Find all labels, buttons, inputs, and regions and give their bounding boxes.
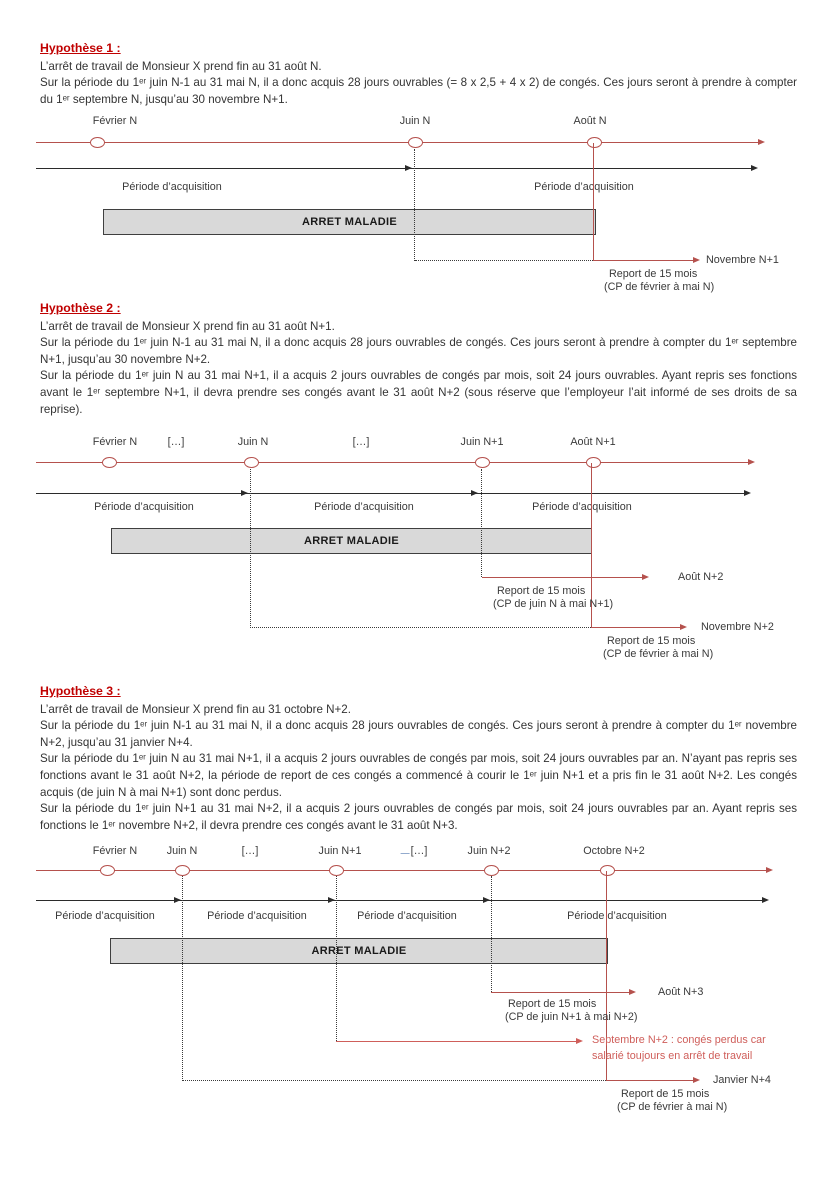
timeline-label-juin-n1: Juin N+1 [318,845,362,857]
dotted-connector-vertical [491,876,492,992]
report-arrowhead [629,989,636,995]
timeline-label-aout-n: Août N [573,115,607,127]
acquisition-arrow [36,900,762,901]
paragraph: L’arrêt de travail de Monsieur X prend fin au 31 août N. [40,59,322,73]
lost-leave-arrow [336,1041,576,1042]
milestone-circle [329,865,344,876]
acquisition-period-label: Période d’acquisition [94,501,194,513]
acquisition-period-label: Période d’acquisition [567,910,667,922]
acquisition-period-label: Période d’acquisition [55,910,155,922]
section-hypothese-3 [40,684,797,834]
timeline-label-ellipsis: […] [167,436,185,448]
timeline-label-ellipsis: […] [241,845,259,857]
report-arrowhead [680,624,687,630]
dotted-connector-vertical [414,149,415,261]
report-arrow [592,627,680,628]
timeline-label-juin-n: Juin N [237,436,269,448]
sick-leave-box [111,528,592,554]
report-note-line2: (CP de juin N à mai N+1) [493,598,614,610]
paragraph: Sur la période du 1ᵉʳ juin N-1 au 31 mai N, il a donc acquis 28 jours ouvrables de congés. Ces jours seront à prendre à compter du 1ᵉʳ novembre N+2, jusqu’au 31 janvier N+4. [40,719,797,749]
milestone-circle [90,137,105,148]
report-arrow [491,992,629,993]
report-note-line1: Report de 15 mois [609,268,698,280]
acquisition-period-label: Période d’acquisition [534,181,634,193]
acquisition-arrowhead [328,897,335,903]
paragraph: Sur la période du 1ᵉʳ juin N+1 au 31 mai N+2, il a acquis 2 jours ouvrables de congés par mois, soit 24 jours ouvrables par an. Ayant repris ses fonctions le 1ᵉʳ novembre N+2, il devra prendre ces congés avant le 31 août N+3. [40,802,797,832]
acquisition-arrowhead [744,490,751,496]
timeline-arrowhead [748,459,755,465]
paragraph: Sur la période du 1ᵉʳ juin N-1 au 31 mai N, il a donc acquis 28 jours ouvrables (= 8 x 2,5 + 4 x 2) de congés. Ces jours seront à prendre à compter du 1ᵉʳ septembre N, jusqu’au 30 novembre N+1. [40,76,797,106]
timeline-label-aout-n1: Août N+1 [570,436,616,448]
acquisition-arrowhead [762,897,769,903]
section-hypothese-2 [40,301,797,418]
lost-leave-label-line1: Septembre N+2 : congés perdus car [592,1034,766,1046]
timeline-line [36,870,766,871]
timeline-label-ellipsis: […] [352,436,370,448]
acquisition-arrowhead [174,897,181,903]
milestone-circle [484,865,499,876]
acquisition-period-label: Période d’acquisition [314,501,414,513]
dotted-connector-vertical [481,469,482,577]
heading-hypothese-2: Hypothèse 2 : [40,301,121,315]
dotted-connector-horizontal [182,1080,606,1081]
timeline-line [36,142,758,143]
acquisition-arrow [36,168,751,169]
dotted-connector-horizontal [250,627,591,628]
report-arrowhead [693,1077,700,1083]
acquisition-arrowhead [751,165,758,171]
acquisition-arrowhead [483,897,490,903]
milestone-circle [475,457,490,468]
milestone-circle [102,457,117,468]
report-note-line1: Report de 15 mois [621,1088,710,1100]
lost-leave-label-line2: salarié toujours en arrêt de travail [592,1050,753,1062]
timeline-label-juin-n: Juin N [166,845,198,857]
lost-leave-arrowhead [576,1038,583,1044]
section-hypothese-1 [40,41,797,108]
timeline-arrowhead [758,139,765,145]
acquisition-arrowhead [471,490,478,496]
dotted-connector-vertical [182,876,183,1081]
paragraph: Sur la période du 1ᵉʳ juin N-1 au 31 mai N, il a donc acquis 28 jours ouvrables de congés. Ces jours seront à prendre à compter du 1ᵉʳ septembre N+1, jusqu’au 30 novembre N+2. [40,336,797,366]
acquisition-arrowhead [241,490,248,496]
sick-leave-box [103,209,596,235]
endpoint-label-janvier-n4: Janvier N+4 [713,1074,771,1086]
report-arrow [482,577,642,578]
timeline-label-fevrier-n: Février N [92,845,138,857]
timeline-label-juin-n1: Juin N+1 [460,436,504,448]
report-note-line1: Report de 15 mois [508,998,597,1010]
report-note-line2: (CP de juin N+1 à mai N+2) [505,1011,638,1023]
timeline-label-juin-n: Juin N [399,115,431,127]
sick-leave-box [110,938,608,964]
acquisition-period-label: Période d’acquisition [122,181,222,193]
heading-hypothese-3: Hypothèse 3 : [40,684,121,698]
sick-leave-label: ARRET MALADIE [304,535,399,547]
sick-leave-label: ARRET MALADIE [311,945,407,957]
timeline-label-fevrier-n: Février N [92,115,138,127]
timeline-arrowhead [766,867,773,873]
endpoint-label-aout-n3: Août N+3 [658,986,704,998]
acquisition-period-label: Période d’acquisition [532,501,632,513]
paragraph: Sur la période du 1ᵉʳ juin N au 31 mai N+1, il a acquis 2 jours ouvrables de congés par mois, soit 24 jours ouvrables par an. N’ayant pas repris ses fonctions avant le 31 août N+2, la période de report de ces congés a commencé à courir le 1ᵉʳ juin N+1 et a pris fin le 31 août N+2. Les congés acquis (de juin N à mai N+1) sont donc perdus. [40,752,797,799]
timeline-label-fevrier-n: Février N [92,436,138,448]
acquisition-period-label: Période d’acquisition [207,910,307,922]
report-note-line1: Report de 15 mois [497,585,586,597]
sick-leave-label: ARRET MALADIE [302,216,397,228]
field-underline-artifact [401,846,410,854]
report-line-vertical [593,143,594,261]
report-note-line1: Report de 15 mois [607,635,696,647]
paragraph: Sur la période du 1ᵉʳ juin N au 31 mai N+1, il a acquis 2 jours ouvrables de congés par mois, soit 24 jours ouvrables. Ayant repris ses fonctions avant le 1ᵉʳ septembre N+1, il devra prendre ses congés avant le 31 août N+2 (sous réserve que l’employeur l’ait informé de ses droits de sa reprise). [40,369,797,416]
timeline-label-juin-n2: Juin N+2 [467,845,511,857]
report-arrowhead [642,574,649,580]
milestone-circle [587,137,602,148]
report-note-line2: (CP de février à mai N) [603,648,714,660]
report-note-line2: (CP de février à mai N) [604,281,715,293]
endpoint-label-aout-n2: Août N+2 [678,571,724,583]
endpoint-label-novembre-n1: Novembre N+1 [706,254,779,266]
dotted-connector-vertical [336,876,337,1041]
acquisition-arrow [36,493,744,494]
timeline-line [36,462,748,463]
acquisition-period-label: Période d’acquisition [357,910,457,922]
milestone-circle [244,457,259,468]
report-arrow [594,260,693,261]
milestone-circle [175,865,190,876]
report-arrowhead [693,257,700,263]
endpoint-label-novembre-n2: Novembre N+2 [701,621,774,633]
acquisition-arrowhead [405,165,412,171]
dotted-connector-horizontal [415,260,593,261]
report-arrow [607,1080,693,1081]
report-note-line2: (CP de février à mai N) [617,1101,728,1113]
milestone-circle [100,865,115,876]
milestone-circle [600,865,615,876]
timeline-label-ellipsis: […] [401,845,428,857]
dotted-connector-vertical [250,469,251,628]
heading-hypothese-1: Hypothèse 1 : [40,41,121,55]
timeline-label-octobre-n2: Octobre N+2 [583,845,645,857]
milestone-circle [408,137,423,148]
milestone-circle [586,457,601,468]
paragraph: L’arrêt de travail de Monsieur X prend fin au 31 août N+1. [40,319,335,333]
paragraph: L’arrêt de travail de Monsieur X prend fin au 31 octobre N+2. [40,702,351,716]
